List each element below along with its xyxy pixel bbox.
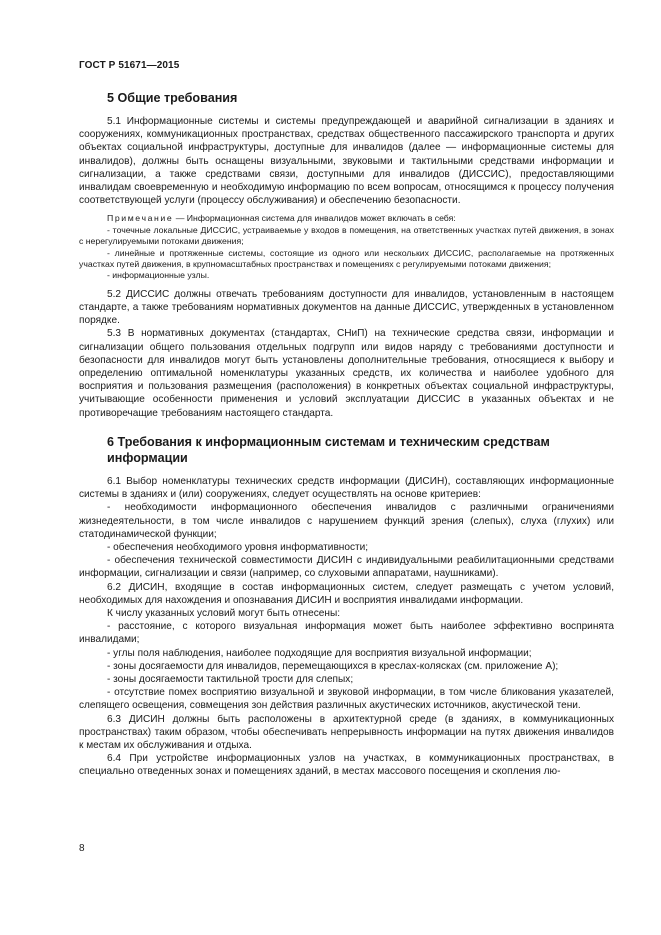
list-item: - расстояние, с которого визуальная информация может быть наиболее эффективно воспринята инвалидами; [79,621,614,646]
page-number: 8 [79,843,85,854]
note-item: - линейные и протяженные системы, состоящие из одного или нескольких ДИССИС, располагаемые на протяженных участках путей движения, в крупномасштабных пространствах и помещениях с регулируемыми потоками движения; [79,247,614,270]
list-item: - отсутствие помех восприятию визуальной и звуковой информации, в том числе бликования указателей, слепящего освещения, совмещения зон действия различных акустических источников, акустической тени. [79,687,614,712]
paragraph-6-2: 6.2 ДИСИН, входящие в состав информационных систем, следует размещать с учетом условий, необходимых для нахождения и опознавания ДИСИН и восприятия инвалидами информации. [79,581,614,606]
list-item: - зоны досягаемости тактильной трости для слепых; [107,673,354,685]
note-text: — Информационная система для инвалидов может включать в себя: [173,213,456,224]
paragraph-6-1: 6.1 Выбор номенклатуры технических средств информации (ДИСИН), составляющих информационные системы в зданиях и (или) сооружениях, следует осуществлять на основе критериев: [79,475,614,501]
paragraph-6-3: 6.3 ДИСИН должны быть расположены в архитектурной среде (в зданиях, в коммуникационных пространствах) таким образом, чтобы обеспечивать непрерывность информации на путях движения инвалидов к местам их обслуживания и отдыха. [79,713,614,751]
paragraph-6-4: 6.4 При устройстве информационных узлов на участках, в коммуникационных пространствах, в специально отведенных зонах и помещениях зданий, в местах массового посещения и скопления лю- [79,753,614,778]
section-6-heading: 6 Требования к информационным системам и техническим средствам информации [107,434,550,465]
page-content [79,90,614,779]
list-item: - обеспечения необходимого уровня информативности; [107,541,369,553]
paragraph-6-2-conditions: К числу указанных условий могут быть отнесены: [107,607,341,619]
document-header: ГОСТ Р 51671—2015 [79,60,180,71]
section-5-heading: 5 Общие требования [107,91,238,105]
note-item: - информационные узлы. [107,270,210,281]
list-item: - углы поля наблюдения, наиболее подходящие для восприятия визуальной информации; [107,647,532,659]
paragraph-5-2: 5.2 ДИССИС должны отвечать требованиям доступности для инвалидов, установленным в настоящем стандарте, а также требованиям нормативных документов на данные ДИССИС, утвержденных в установленном порядке. [79,288,614,327]
note-item: - точечные локальные ДИССИС, устраиваемые у входов в помещения, на ответственных участках путей движения, в зонах с нерегулируемыми потоками движения; [79,224,614,247]
list-item: - зоны досягаемости для инвалидов, перемещающихся в креслах-колясках (см. приложение А); [107,660,559,672]
note-intro [79,213,614,224]
paragraph-5-1: 5.1 Информационные системы и системы предупреждающей и аварийной сигнализации в зданиях и сооружениях, коммуникационных пространствах, средствах общественного пассажирского транспорта и других объектах социальной инфраструктуры, доступные для инвалидов (далее — информационные системы для инвалидов), должны быть оснащены визуальными, звуковыми и тактильными средствами информации и сигнализации, а также средствами связи, доступными для инвалидов (ДИССИС), предоставляющими инвалидам своевременную и необходимую информацию по всем вопросам, относящимся к процессу получения соответствующей услуги (процессу обслуживания) и обеспечению безопасности. [79,116,614,207]
note-label: Примечание [107,213,174,224]
list-item: - необходимости информационного обеспечения инвалидов с различными ограничениями жизнедеятельности, в том числе инвалидов с нарушением функций зрения (слепых), слуха (глухих) или статодинамической функции; [79,502,614,540]
paragraph-5-3: 5.3 В нормативных документах (стандартах, СНиП) на технические средства связи, информации и сигнализации общего пользования отдельных подгрупп или видов наряду с требованиями доступности и безопасности для инвалидов могут быть установлены дополнительные требования, относящиеся к выбору и определению оптимальной номенклатуры указанных средств, их количества и наиболее удобного для восприятия и пользования размещения (расположения) в конкретных объектах социальной инфраструктуры, учитывающие особенности применения и условий эксплуатации ДИССИС в указанных объектах и не противоречащие требованиям настоящего стандарта. [79,328,614,419]
list-item: - обеспечения технической совместимости ДИСИН с индивидуальными реабилитационными средствами информации, сигнализации и связи (например, со слуховыми аппаратами, наушниками). [79,555,614,580]
